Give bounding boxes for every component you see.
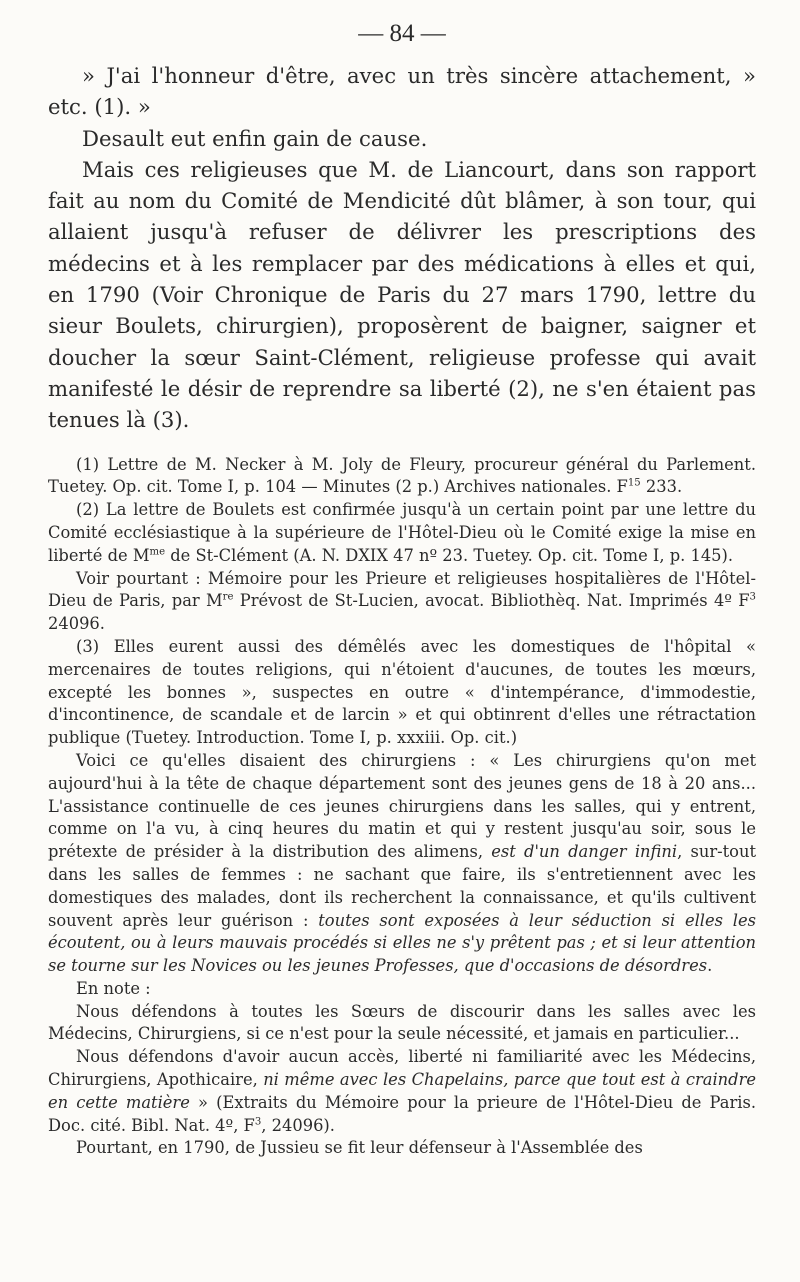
footnote-3-en-note: En note :	[76, 978, 151, 998]
paragraph-religieuses: Mais ces religieuses que M. de Liancourt, dans son rapport fait au nom du Comité de Mendicité dût blâmer, à son tour, qui allaient jusqu'à refuser de délivrer les prescriptions des médecins et à les remplacer par des médications à elles et qui, en 1790 (Voir Chronique de Paris du 27 mars 1790, lettre du sieur Boulets, chirurgien), proposèrent de baigner, saigner et doucher la sœur Saint-Clément, religieuse professe qui avait manifesté le désir de reprendre sa liberté (2), ne s'en étaient pas tenues là (3).	[48, 156, 756, 433]
paragraph-closing-quote: » J'ai l'honneur d'être, avec un très sincère attachement, » etc. (1). »	[48, 63, 756, 120]
footnote-3: (3) Elles eurent aussi des démêlés avec les domestiques de l'hôpital « mercenaires de toutes religions, qui n'étoient d'aucunes, de toutes les mœurs, excepté les bonnes », suspectes en outre « d'intempérance, d'immodestie, d'incontinence, de scandale et de larcin » et qui obtinrent d'elles une rétractation publique (Tuetey. Introduction. Tome I, p. xxxiii. Op. cit.)	[48, 636, 756, 748]
footnote-3-voici: Voici ce qu'elles disaient des chirurgiens : « Les chirurgiens qu'on met aujourd'hui à la tête de chaque département sont des jeunes gens de 18 à 20 ans... L'assistance continuelle de ces jeunes chirurgiens dans les salles, qui y entrent, comme on l'a vu, à cinq heures du matin et qui y restent jusqu'au soir, sous le prétexte de présider à la distribution des alimens, est d'un danger infini, sur-tout dans les salles de femmes : ne sachant que faire, ils s'entretiennent avec les domestiques des malades, dont ils recherchent la connaissance, et qu'ils cultivent souvent après leur guérison : toutes sont exposées à leur séduction si elles les écoutent, ou à leurs mauvais procédés si elles ne s'y prêtent pas ; et si leur attention se tourne sur les Novices ou les jeunes Professes, que d'occasions de désordres.	[48, 750, 756, 976]
page-number: — 84 —	[358, 20, 446, 47]
footnote-2-voir: Voir pourtant : Mémoire pour les Prieure et religieuses hospitalières de l'Hôtel-Dieu de Paris, par Mre Prévost de St-Lucien, avocat. Bibliothèq. Nat. Imprimés 4º $F^3$ 24096.	[48, 568, 756, 634]
footnote-2: (2) La lettre de Boulets est confirmée jusqu'à un certain point par une lettre du Comité ecclésiastique à la supérieure de l'Hôtel-Dieu où le Comité exige la mise en liberté de $M^{me}$ de St-Clément (A. N. DXIX 47 nº 23. Tuetey. Op. cit. Tome I, p. 145).	[48, 500, 756, 565]
main-text	[48, 60, 756, 436]
footnote-3-nous-defendons-2: Nous défendons d'avoir aucun accès, liberté ni familiarité avec les Médecins, Chirurgiens, Apothicaire, ni même avec les Chapelains, parce que tout est à craindre en cette matière » (Extraits du Mémoire pour la prieure de l'Hôtel-Dieu de Paris. Doc. cité. Bibl. Nat. 4º, $F^3$, 24096).	[48, 1047, 756, 1135]
page	[48, 0, 756, 1160]
footnote-3-pourtant: Pourtant, en 1790, de Jussieu se fit leur défenseur à l'Assemblée des	[76, 1138, 643, 1158]
footnotes	[48, 454, 756, 1161]
footnote-1: (1) Lettre de M. Necker à M. Joly de Fleury, procureur général du Parlement. Tuetey. Op. cit. Tome I, p. 104 — Minutes (2 p.) Archives nationales. $F^{15}$ 233.	[48, 454, 756, 497]
paragraph-desault: Desault eut enfin gain de cause.	[82, 125, 428, 151]
footnote-3-nous-defendons-1: Nous défendons à toutes les Sœurs de discourir dans les salles avec les Médecins, Chirurgiens, si ce n'est pour la seule nécessité, et jamais en particulier...	[48, 1001, 756, 1044]
